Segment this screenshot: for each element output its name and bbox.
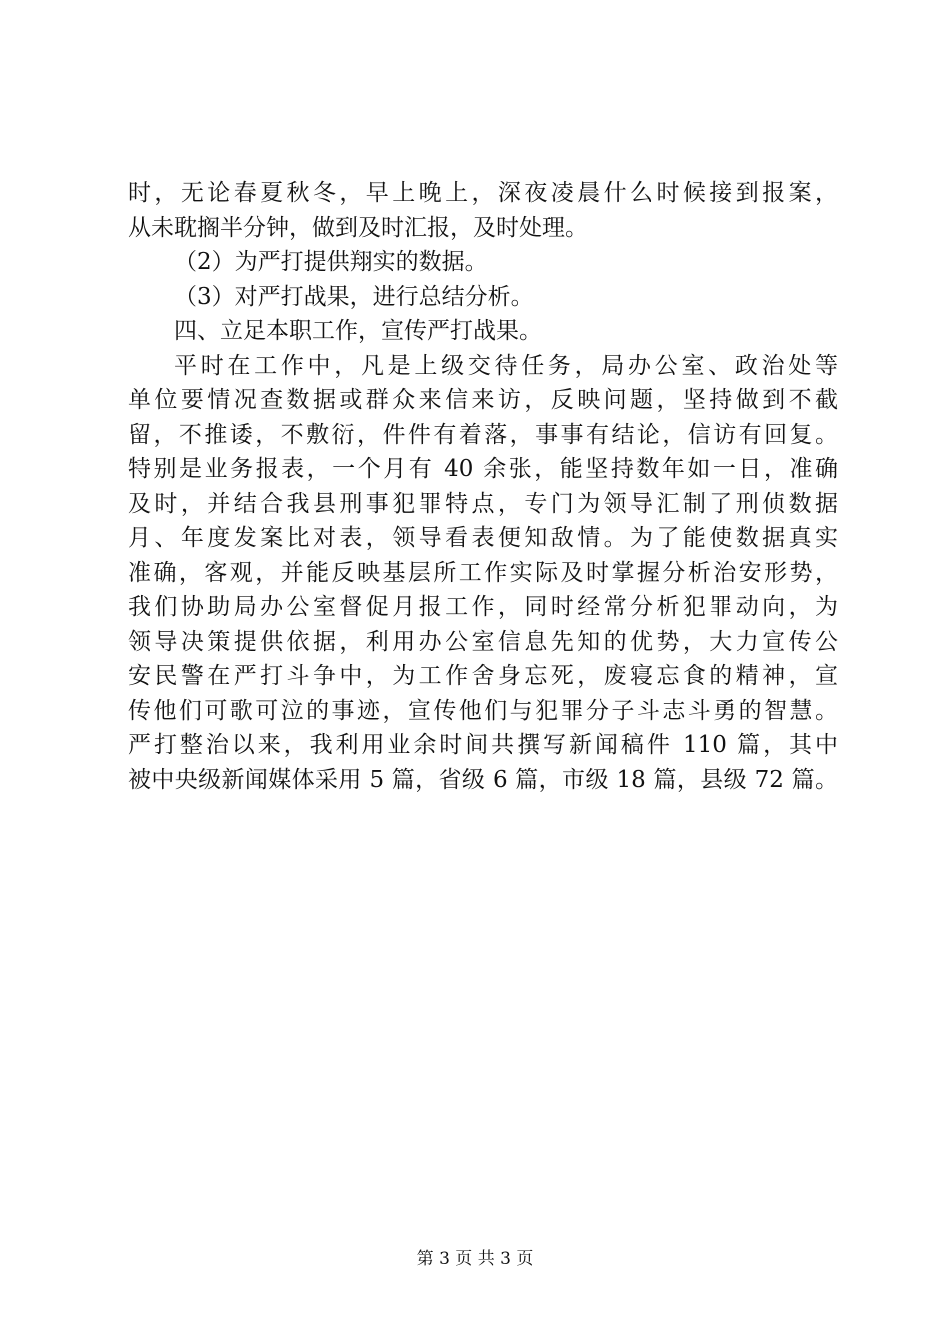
page-footer (0, 1244, 950, 1269)
text-line: 我们协助局办公室督促月报工作，同时经常分析犯罪动向，为 (128, 594, 838, 620)
text-line: 领导决策提供依据，利用办公室信息先知的优势，大力宣传公 (128, 628, 838, 655)
text-line: 准确，客观，并能反映基层所工作实际及时掌握分析治安形势， (128, 559, 838, 586)
text-line: 安民警在严打斗争中，为工作舍身忘死，废寝忘食的精神，宣 (128, 663, 838, 689)
text-line: 时，无论春夏秋冬，早上晚上，深夜凌晨什么时候接到报案， (128, 180, 838, 206)
text-line: （3）对严打战果，进行总结分析。 (174, 283, 534, 310)
text-line: 月、年度发案比对表，领导看表便知敌情。为了能使数据真实 (128, 525, 838, 551)
text-line: 留，不推诿，不敷衍，件件有着落，事事有结论，信访有回复。 (128, 421, 838, 448)
section-heading: 四、立足本职工作，宣传严打战果。 (174, 318, 542, 344)
text-line: 特别是业务报表，一个月有 40 余张，能坚持数年如一日，准确 (128, 456, 838, 482)
text-line: 被中央级新闻媒体采用 5 篇，省级 6 篇，市级 18 篇，县级 72 篇。 (128, 766, 838, 793)
text-line: 严打整治以来，我利用业余时间共撰写新闻稿件 110 篇，其中 (128, 732, 838, 758)
body-text (128, 176, 838, 797)
text-line: 及时，并结合我县刑事犯罪特点，专门为领导汇制了刑侦数据 (128, 490, 838, 517)
text-line: 传他们可歌可泣的事迹，宣传他们与犯罪分子斗志斗勇的智慧。 (128, 697, 838, 724)
text-line: （2）为严打提供翔实的数据。 (174, 249, 488, 275)
page-indicator: 第 3 页 共 3 页 (416, 1249, 534, 1269)
text-line: 从未耽搁半分钟，做到及时汇报，及时处理。 (128, 214, 588, 241)
text-line: 单位要情况查数据或群众来信来访，反映问题，坚持做到不截 (128, 387, 838, 413)
text-line: 平时在工作中，凡是上级交待任务，局办公室、政治处等 (174, 352, 838, 379)
